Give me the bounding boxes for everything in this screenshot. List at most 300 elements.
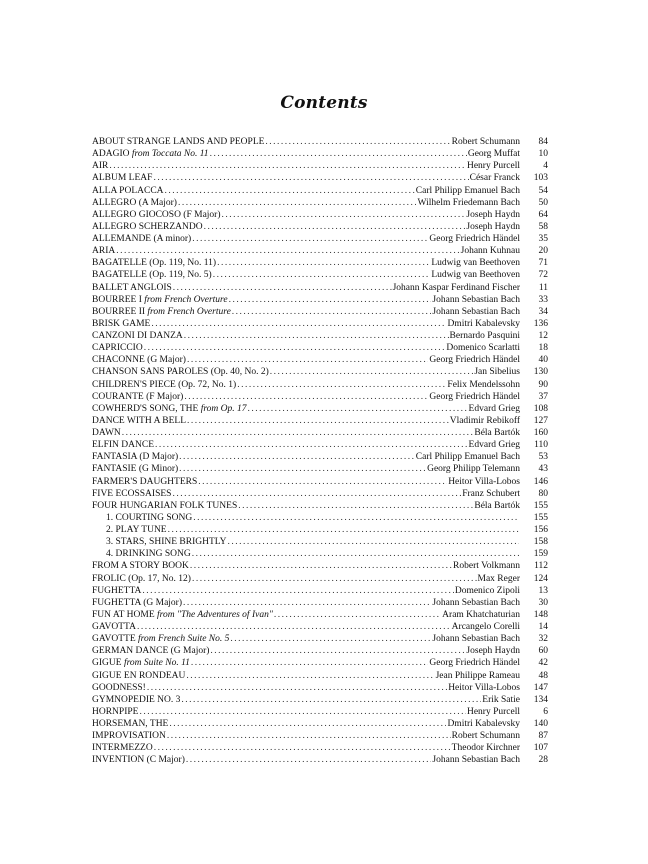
toc-entry[interactable]: [92, 197, 548, 209]
entry-title-text: ALLEGRO GIOCOSO (F Major): [92, 209, 221, 220]
entry-composer: Robert Schumann: [451, 137, 520, 147]
entry-title: [92, 197, 177, 209]
entry-composer: Aram Khatchaturian: [442, 609, 520, 620]
entry-page-number: 159: [533, 549, 548, 560]
entry-title-text: GOODNESS!: [92, 682, 146, 693]
toc-entry[interactable]: [92, 148, 548, 160]
entry-title: [92, 476, 197, 488]
dot-leader: [213, 269, 431, 281]
dot-leader: [229, 294, 432, 306]
toc-entry[interactable]: [92, 645, 548, 657]
toc-entry[interactable]: [92, 209, 548, 221]
entry-page-number: 136: [533, 318, 548, 329]
entry-title-text: FARMER'S DAUGHTERS: [92, 476, 198, 487]
entry-composer: Johann Sebastian Bach: [432, 306, 520, 317]
dot-leader: [183, 597, 431, 609]
entry-page-number: 127: [533, 415, 548, 426]
toc-entry[interactable]: [92, 257, 548, 269]
entry-title: [92, 136, 264, 148]
toc-entry[interactable]: [92, 282, 548, 294]
entry-source: from French Suite No. 5: [138, 634, 230, 645]
entry-title-text: GYMNOPEDIE NO. 3: [92, 694, 181, 705]
dot-leader: [265, 136, 450, 148]
dot-leader: [186, 670, 434, 682]
dot-leader: [204, 221, 466, 233]
entry-page-number: 124: [533, 573, 548, 584]
entry-composer: Dmitri Kabalevsky: [447, 719, 520, 729]
toc-entry[interactable]: [92, 754, 548, 766]
entry-title-text: ALLEGRO (A Major): [92, 197, 177, 208]
entry-composer: Ludwig van Beethoven: [431, 258, 520, 269]
entry-title: [92, 342, 143, 354]
entry-title: [92, 597, 182, 609]
dot-leader: [178, 197, 417, 209]
dot-leader: [122, 427, 474, 439]
toc-entry[interactable]: [92, 391, 548, 403]
entry-title-text: CHANSON SANS PAROLES (Op. 40, No. 2): [92, 367, 269, 378]
toc-entry[interactable]: [92, 403, 548, 415]
entry-title-text: COWHERD'S SONG, THE: [92, 403, 199, 414]
toc-entry[interactable]: [92, 730, 548, 742]
entry-page-number: 53: [538, 452, 548, 463]
entry-title-text: BRISK GAME: [92, 318, 151, 329]
entry-composer: Joseph Haydn: [466, 221, 520, 232]
entry-title: [92, 536, 226, 548]
entry-title: [92, 233, 191, 245]
entry-title-text: CAPRICCIO: [92, 343, 143, 354]
entry-composer: Erik Satie: [482, 694, 520, 705]
entry-title-text: GAVOTTA: [92, 622, 136, 632]
toc-entry[interactable]: [92, 379, 548, 391]
dot-leader: [181, 694, 481, 706]
entry-title-text: 1. COURTING SONG: [106, 512, 193, 523]
entry-page-number: 50: [538, 197, 548, 208]
entry-composer: Theodor Kirchner: [451, 743, 520, 754]
entry-composer: Georg Friedrich Händel: [429, 234, 520, 244]
dot-leader: [222, 209, 466, 221]
entry-composer: Johann Kaspar Ferdinand Fischer: [392, 282, 520, 293]
toc-entry[interactable]: [92, 633, 548, 645]
dot-leader: [191, 657, 429, 669]
toc-entry[interactable]: [92, 682, 548, 694]
entry-page-number: 103: [533, 173, 548, 184]
entry-composer: Johann Sebastian Bach: [432, 597, 520, 608]
entry-title: [92, 524, 167, 536]
entry-title-text: ALLA POLACCA: [92, 185, 164, 196]
entry-page-number: 134: [533, 694, 548, 705]
entry-title: [92, 488, 171, 500]
entry-title: [92, 391, 183, 403]
entry-title-text: ADAGIO: [92, 149, 130, 160]
entry-page-number: 60: [538, 646, 548, 657]
entry-composer: Jean Philippe Rameau: [435, 670, 520, 681]
entry-composer: Domenico Scarlatti: [446, 343, 520, 354]
entry-composer: Felix Mendelssohn: [447, 379, 520, 390]
toc-subentry[interactable]: [92, 548, 548, 560]
dot-leader: [142, 585, 453, 597]
dot-leader: [139, 706, 466, 718]
entry-source: from French Overture: [147, 306, 231, 317]
entry-title: [92, 403, 247, 415]
entry-title: [92, 148, 209, 160]
entry-composer: Heitor Villa-Lobos: [448, 682, 520, 693]
toc-entry[interactable]: [92, 366, 548, 378]
entry-composer: Joseph Haydn: [466, 209, 520, 220]
entry-page-number: 33: [538, 294, 548, 305]
entry-composer: Johann Sebastian Bach: [432, 634, 520, 645]
toc-entry[interactable]: [92, 136, 548, 148]
entry-composer: Robert Volkmann: [453, 561, 520, 572]
entry-title-text: 2. PLAY TUNE: [106, 525, 167, 535]
entry-source: from Toccata No. 11: [131, 149, 209, 160]
entry-title-text: FROLIC (Op. 17, No. 12): [92, 573, 191, 584]
dot-leader: [193, 512, 519, 524]
entry-title: [92, 694, 180, 706]
entry-page-number: 155: [533, 512, 548, 523]
toc-entry[interactable]: [92, 670, 548, 682]
toc-entry[interactable]: [92, 560, 548, 572]
toc-entry[interactable]: [92, 718, 548, 730]
entry-title-text: BAGATELLE (Op. 119, No. 11): [92, 258, 217, 269]
dot-leader: [165, 185, 415, 197]
entry-page-number: 112: [534, 561, 548, 572]
entry-page-number: 30: [538, 597, 548, 608]
dot-leader: [167, 730, 451, 742]
entry-title-text: FUGHETTA: [92, 585, 142, 596]
entry-title-text: IMPROVISATION: [92, 731, 166, 742]
entry-title-text: BALLET ANGLOIS: [92, 282, 172, 293]
entry-composer: Franz Schubert: [462, 488, 520, 499]
toc-entry[interactable]: [92, 185, 548, 197]
toc-entry[interactable]: [92, 318, 548, 330]
entry-page-number: 4: [543, 161, 548, 172]
toc-entry[interactable]: [92, 597, 548, 609]
entry-title: [92, 318, 150, 330]
entry-title: [92, 621, 136, 633]
entry-title: [92, 512, 192, 524]
entry-composer: Georg Friedrich Händel: [429, 391, 520, 402]
toc-entry[interactable]: [92, 415, 548, 427]
entry-composer: Domenico Zipoli: [454, 585, 520, 596]
entry-title: [92, 670, 185, 682]
dot-leader: [154, 742, 451, 754]
entry-page-number: 48: [538, 670, 548, 681]
entry-title: [92, 463, 178, 475]
toc-entry[interactable]: [92, 439, 548, 451]
entry-title: [92, 282, 172, 294]
entry-title-text: FANTASIA (D Major): [92, 452, 179, 463]
entry-title-text: CHACONNE (G Major): [92, 355, 186, 366]
entry-page-number: 37: [538, 391, 548, 402]
entry-title-text: BAGATELLE (Op. 119, No. 5): [92, 270, 212, 281]
dot-leader: [184, 391, 428, 403]
entry-composer: Wilhelm Friedemann Bach: [417, 197, 520, 208]
entry-title: [92, 742, 153, 754]
toc-entry[interactable]: [92, 245, 548, 257]
dot-leader: [169, 718, 446, 730]
dot-leader: [248, 403, 468, 415]
dot-leader: [137, 621, 451, 633]
toc-entry[interactable]: [92, 585, 548, 597]
toc-entry[interactable]: [92, 694, 548, 706]
entry-page-number: 34: [538, 306, 548, 317]
entry-title-text: BOURREE II: [92, 306, 146, 317]
dot-leader: [184, 330, 449, 342]
entry-title-text: AIR: [92, 161, 109, 172]
entry-title: [92, 682, 146, 694]
entry-title: [92, 354, 186, 366]
entry-page-number: 32: [538, 634, 548, 645]
toc-entry[interactable]: [92, 160, 548, 172]
entry-title: [92, 706, 138, 718]
entry-title: [92, 379, 236, 391]
dot-leader: [238, 500, 473, 512]
entry-page-number: 80: [538, 488, 548, 499]
contents-list: [92, 136, 548, 767]
entry-page-number: 72: [538, 270, 548, 281]
entry-page-number: 160: [533, 428, 548, 438]
dot-leader: [168, 524, 519, 536]
entry-source: from "The Adventures of Ivan": [157, 609, 273, 620]
entry-page-number: 148: [533, 609, 548, 620]
entry-page-number: 140: [533, 719, 548, 729]
entry-page-number: 10: [538, 149, 548, 160]
entry-page-number: 43: [538, 464, 548, 475]
entry-composer: Henry Purcell: [466, 161, 520, 172]
entry-title-text: 3. STARS, SHINE BRIGHTLY: [106, 537, 227, 548]
entry-page-number: 18: [538, 343, 548, 354]
toc-entry[interactable]: [92, 621, 548, 633]
toc-entry[interactable]: [92, 294, 548, 306]
entry-title: [92, 560, 189, 572]
toc-entry[interactable]: [92, 354, 548, 366]
entry-title-text: ALBUM LEAF: [92, 173, 153, 184]
entry-title-text: INVENTION (C Major): [92, 755, 185, 766]
dot-leader: [147, 682, 447, 694]
entry-page-number: 11: [538, 282, 548, 293]
entry-page-number: 58: [538, 221, 548, 232]
entry-composer: Georg Philipp Telemann: [427, 464, 520, 475]
entry-title: [92, 306, 231, 318]
toc-entry[interactable]: [92, 463, 548, 475]
entry-page-number: 158: [533, 537, 548, 548]
entry-page-number: 35: [538, 234, 548, 244]
entry-composer: Georg Friedrich Händel: [429, 658, 520, 669]
entry-composer: Bernardo Pasquini: [449, 331, 520, 341]
entry-title: [92, 330, 183, 342]
entry-composer: Robert Schumann: [451, 731, 520, 742]
entry-composer: Arcangelo Corelli: [451, 622, 520, 632]
entry-title: [92, 172, 152, 184]
entry-title-text: BOURREE I: [92, 294, 142, 305]
entry-title: [92, 500, 237, 512]
toc-entry[interactable]: [92, 476, 548, 488]
toc-subentry[interactable]: [92, 512, 548, 524]
entry-page-number: 64: [538, 209, 548, 220]
toc-entry[interactable]: [92, 488, 548, 500]
entry-composer: Carl Philipp Emanuel Bach: [415, 185, 520, 196]
entry-composer: Max Reger: [477, 573, 520, 584]
dot-leader: [172, 488, 461, 500]
entry-page-number: 130: [533, 367, 548, 378]
entry-title: [92, 209, 221, 221]
dot-leader: [116, 245, 459, 257]
toc-subentry[interactable]: [92, 524, 548, 536]
toc-entry[interactable]: [92, 706, 548, 718]
entry-page-number: 12: [538, 331, 548, 341]
toc-subentry[interactable]: [92, 536, 548, 548]
entry-title-text: FOUR HUNGARIAN FOLK TUNES: [92, 500, 238, 511]
entry-title-text: GIGUE EN RONDEAU: [92, 670, 186, 681]
entry-composer: Johann Sebastian Bach: [432, 755, 520, 766]
dot-leader: [155, 439, 468, 451]
toc-entry[interactable]: [92, 233, 548, 245]
entry-composer: Heitor Villa-Lobos: [448, 476, 520, 487]
toc-entry[interactable]: [92, 451, 548, 463]
entry-title: [92, 718, 168, 730]
entry-title: [92, 585, 141, 597]
entry-page-number: 110: [534, 440, 548, 451]
dot-leader: [192, 573, 477, 585]
toc-entry[interactable]: [92, 330, 548, 342]
entry-title: [92, 160, 108, 172]
entry-title-text: ALLEMANDE (A minor): [92, 234, 192, 244]
entry-composer: Johann Kuhnau: [460, 246, 520, 257]
toc-entry[interactable]: [92, 269, 548, 281]
entry-title-text: CHILDREN'S PIECE (Op. 72, No. 1): [92, 379, 237, 390]
entry-title-text: 4. DRINKING SONG: [106, 549, 191, 560]
entry-title: [92, 439, 154, 451]
entry-page-number: 87: [538, 731, 548, 742]
entry-composer: Ludwig van Beethoven: [431, 270, 520, 281]
entry-page-number: 42: [538, 658, 548, 669]
entry-title: [92, 415, 186, 427]
entry-page-number: 71: [538, 258, 548, 269]
entry-page-number: 20: [538, 246, 548, 257]
entry-title-text: FUGHETTA (G Major): [92, 597, 183, 608]
entry-title: [92, 451, 178, 463]
entry-title: [92, 427, 121, 439]
entry-title: [92, 366, 269, 378]
toc-entry[interactable]: [92, 221, 548, 233]
dot-leader: [237, 379, 446, 391]
dot-leader: [227, 536, 519, 548]
entry-composer: César Franck: [469, 173, 520, 184]
dot-leader: [190, 560, 452, 572]
dot-leader: [230, 633, 431, 645]
toc-entry[interactable]: [92, 609, 548, 621]
dot-leader: [153, 172, 468, 184]
entry-title-text: FROM A STORY BOOK: [92, 561, 189, 572]
toc-entry[interactable]: [92, 427, 548, 439]
dot-leader: [198, 476, 447, 488]
entry-title: [92, 185, 164, 197]
entry-page-number: 28: [538, 755, 548, 766]
entry-title: [92, 269, 212, 281]
dot-leader: [274, 609, 441, 621]
entry-title-text: GERMAN DANCE (G Major): [92, 646, 210, 657]
toc-entry[interactable]: [92, 657, 548, 669]
entry-title-text: INTERMEZZO: [92, 743, 153, 754]
dot-leader: [186, 754, 432, 766]
entry-composer: Henry Purcell: [466, 706, 520, 717]
entry-title-text: FANTASIE (G Minor): [92, 464, 179, 475]
entry-title-text: DANCE WITH A BELL: [92, 415, 187, 426]
entry-composer: Georg Friedrich Händel: [429, 355, 520, 366]
entry-composer: Vladimir Rebikoff: [449, 415, 520, 426]
dot-leader: [192, 548, 519, 560]
toc-entry[interactable]: [92, 500, 548, 512]
entry-title-text: CANZONI DI DANZA: [92, 331, 183, 341]
entry-title: [92, 294, 228, 306]
entry-title: [92, 257, 216, 269]
entry-title: [92, 657, 190, 669]
entry-source: from Op. 17: [200, 403, 247, 414]
entry-title-text: COURANTE (F Major): [92, 391, 184, 402]
entry-composer: Joseph Haydn: [466, 646, 520, 657]
toc-entry[interactable]: [92, 342, 548, 354]
entry-title-text: ARIA: [92, 246, 116, 257]
entry-title: [92, 245, 115, 257]
entry-title-text: GIGUE: [92, 658, 122, 669]
dot-leader: [210, 645, 465, 657]
entry-title-text: FIVE ECOSSAISES: [92, 488, 172, 499]
dot-leader: [187, 354, 428, 366]
entry-title-text: HORNPIPE: [92, 706, 139, 717]
entry-page-number: 108: [533, 403, 548, 414]
entry-page-number: 147: [533, 682, 548, 693]
entry-title-text: ELFIN DANCE: [92, 440, 155, 451]
entry-title: [92, 754, 185, 766]
entry-page-number: 6: [543, 706, 548, 717]
entry-title: [92, 609, 273, 621]
entry-title: [92, 573, 191, 585]
dot-leader: [217, 257, 430, 269]
entry-title-text: FUN AT HOME: [92, 609, 155, 620]
toc-entry[interactable]: [92, 172, 548, 184]
entry-page-number: 84: [538, 137, 548, 147]
entry-title: [92, 633, 229, 645]
dot-leader: [179, 463, 426, 475]
entry-composer: Carl Philipp Emanuel Bach: [415, 452, 520, 463]
entry-composer: Béla Bartók: [474, 428, 520, 438]
toc-entry[interactable]: [92, 573, 548, 585]
entry-page-number: 146: [533, 476, 548, 487]
entry-title-text: DAWN: [92, 428, 121, 438]
entry-title: [92, 548, 191, 560]
toc-entry[interactable]: [92, 742, 548, 754]
dot-leader: [192, 233, 428, 245]
entry-source: from French Overture: [144, 294, 228, 305]
entry-composer: Edvard Grieg: [468, 403, 520, 414]
entry-composer: Dmitri Kabalevsky: [447, 318, 520, 329]
entry-page-number: 13: [538, 585, 548, 596]
dot-leader: [109, 160, 466, 172]
toc-entry[interactable]: [92, 306, 548, 318]
entry-composer: Béla Bartók: [474, 500, 520, 511]
dot-leader: [151, 318, 446, 330]
entry-title-text: GAVOTTE: [92, 634, 136, 645]
dot-leader: [144, 342, 446, 354]
entry-title-text: ABOUT STRANGE LANDS AND PEOPLE: [92, 137, 265, 147]
dot-leader: [210, 148, 467, 160]
page-title: Contents: [280, 93, 368, 113]
entry-title-text: HORSEMAN, THE: [92, 719, 169, 729]
entry-composer: Jan Sibelius: [474, 367, 520, 378]
entry-page-number: 54: [538, 185, 548, 196]
entry-page-number: 107: [533, 743, 548, 754]
entry-page-number: 155: [533, 500, 548, 511]
